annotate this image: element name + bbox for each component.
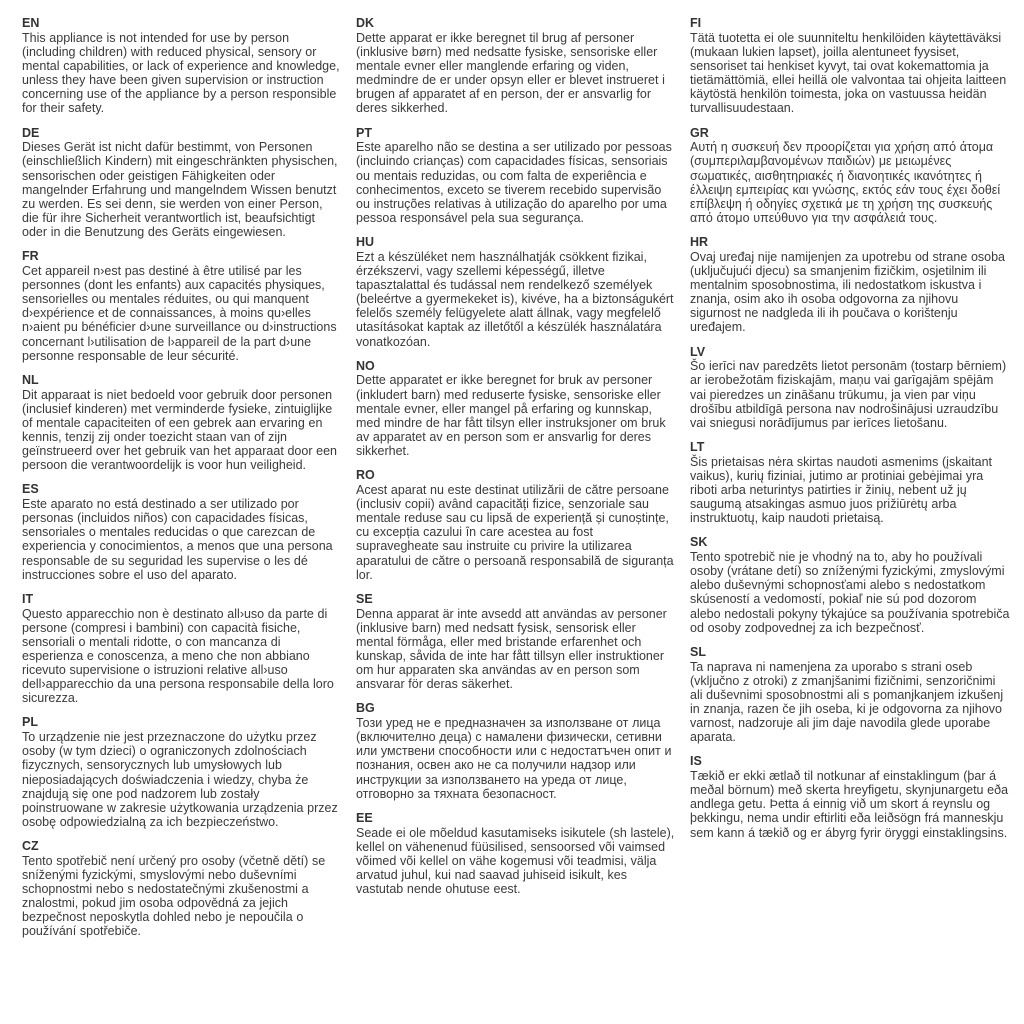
language-code-label: HU (356, 235, 375, 249)
safety-warning-text: Dette apparat er ikke beregnet til brug af personer (inklusive børn) med nedsatte fysiske, sensoriske eller mentale evner eller manglende erfaring og viden, medmindre de er under opsyn eller er blevet instrueret i brugen af apparatet af en person, der er ansvarlig for deres sikkerhed. (356, 30, 665, 116)
safety-warning-text: Dieses Gerät ist nicht dafür bestimmt, von Personen (einschließlich Kindern) mit eingeschränkten physischen, sensorischen oder geistigen Fähigkeiten oder mangelnder Erfahrung und mangelndem Wissen benutzt zu werden. Es sei denn, sie werden von einer Person, die für ihre Sicherheit verantwortlich ist, beaufsichtigt oder in die Benutzung des Geräts eingewiesen. (22, 140, 338, 239)
language-code-label: FR (22, 249, 39, 264)
language-section-dk (356, 16, 676, 116)
language-section-se (356, 592, 676, 692)
safety-warning-text: Este aparato no está destinado a ser utilizado por personas (incluidos niños) con capacidades físicas, sensoriales o mentales reducidas o que carezcan de experiencia y conocimientos, a menos que una persona responsable de su seguridad les supervise o les dé instrucciones sobre el uso del aparato. (22, 497, 333, 582)
language-section-fr (22, 249, 342, 363)
safety-warning-text: Questo apparecchio non è destinato all›uso da parte di persone (compresi i bambini) con capacità fisiche, sensoriali o mentali ridotte, o con mancanza di esperienza e conoscenza, a meno che non abbiano ricevuto supervisione o istruzioni relative all›uso dell›apparecchio da una persona responsabile della loro sicurezza. (22, 606, 334, 706)
safety-warning-text: This appliance is not intended for use by person (including children) with reduced physical, sensory or mental capabilities, or lack of experience and knowledge, unless they have been given supervision or instruction concerning use of the appliance by a person responsible for their safety. (22, 30, 340, 116)
language-section-bg (356, 701, 676, 801)
safety-warning-text: Αυτή η συσκευή δεν προορίζεται για χρήση από άτομα (συμπεριλαμβανομένων παιδιών) με μειωμένες σωματικές, αισθητηριακές ή διανοητικές ικανότητες ή έλλειψη εμπειρίας και γνώσης, εκτός εάν τους έχει δοθεί επίβλεψη ή οδηγίες σχετικά με τη χρήση της συσκευής από άτομο υπεύθυνο για την ασφάλειά τους. (690, 140, 1001, 225)
language-section-hr (690, 235, 1010, 335)
language-section-hu (356, 235, 676, 349)
language-section-ee (356, 811, 676, 896)
language-section-gr (690, 126, 1010, 226)
language-code-label: EE (356, 810, 373, 825)
language-code-label: BG (356, 701, 375, 716)
safety-warning-text: Tækið er ekki ætlað til notkunar af einstaklingum (þar á meðal börnum) með skerta hreyfigetu, skynjunargetu eða andlega getu. Þetta á einnig við um skort á reynslu og þekkingu, nema undir eftirliti eða leiðsögn frá manneskju sem kann á tækið og er ábyrg fyrir öryggi einstaklingsins. (690, 769, 1009, 840)
safety-warning-text: Šis prietaisas nėra skirtas naudoti asmenims (įskaitant vaikus), kurių fiziniai, jutimo ar protiniai gebėjimai yra riboti arba neturintys patirties ir žinių, nebent už jų saugumą atsakingas asmuo juos prižiūrėtų arba instruktuotų, kaip naudoti prietaisą. (690, 454, 993, 526)
language-code-label: SK (690, 535, 708, 550)
language-code-label: EN (22, 16, 40, 30)
safety-warning-text: Cet appareil n›est pas destiné à être utilisé par les personnes (dont les enfants) aux capacités physiques, sensorielles ou mentales réduites, ou qui manquent d›expérience et de connaissances, à moins qu›elles n›aient pu bénéficier d›une surveillance ou d›instructions concernant l›utilisation de l›appareil de la part d›une personne responsable de leur sécurité. (22, 263, 337, 363)
language-code-label: IT (22, 591, 34, 606)
language-code-label: ES (22, 482, 39, 497)
language-section-en (22, 16, 342, 116)
language-code-label: CZ (22, 839, 39, 853)
safety-warning-text: Ovaj uređaj nije namijenjen za upotrebu od strane osoba (uključujući djecu) sa smanjenim fizičkim, osjetilnim ili mentalnim sposobnostima, ili nedostatkom iskustva i znanja, osim ako ih osoba odgovorna za njihovu sigurnost ne nadgleda ili ih poučava o korištenju uređajem. (690, 249, 1005, 335)
language-code-label: PT (356, 125, 372, 140)
language-code-label: NL (22, 372, 39, 387)
column-1 (22, 16, 342, 949)
safety-warning-text: Denna apparat är inte avsedd att användas av personer (inklusive barn) med nedsatt fysisk, sensorisk eller mental förmåga, eller med bristande erfarenhet och kunskap, såvida de inte har fått tillsyn eller instruktioner om hur apparaten ska användas av en person som ansvarar för deras säkerhet. (356, 606, 667, 692)
language-code-label: DK (356, 16, 375, 30)
language-code-label: LV (690, 344, 706, 359)
safety-warning-text: Dette apparatet er ikke beregnet for bruk av personer (inkludert barn) med reduserte fysiske, sensoriske eller mentale evner, eller mangel på erfaring og kunnskap, med mindre de har fått tilsyn eller instruksjoner om bruk av apparatet av en person som er ansvarlig for deres sikkerhet. (356, 373, 666, 458)
safety-warning-text: Този уред не е предназначен за използване от лица (включително деца) с намалени физически, сетивни или умствени способности или с недостатъчен опит и познания, освен ако не са получили надзор или инструкции за използването на уреда от лице, отговорно за тяхната безопасност. (356, 716, 672, 801)
language-section-it (22, 592, 342, 706)
safety-warning-text: Tento spotřebič není určený pro osoby (včetně dětí) se sníženými fyzickými, smyslovými nebo duševními schopnostmi nebo s nedostatečnými zkušenostmi a znalostmi, pokud jim osoba odpovědná za jejich bezpečnost neposkytla dohled nebo je nepoučila o používání spotřebiče. (22, 853, 326, 939)
safety-warning-text: Ta naprava ni namenjena za uporabo s strani oseb (vključno z otroki) z zmanjšanimi fizičnimi, senzoričnimi ali duševnimi sposobnostmi ali s pomanjkanjem izkušenj in znanja, razen če jih oseba, ki je odgovorna za njihovo varnost, nadzoruje ali jim daje navodila glede uporabe aparata. (690, 659, 1004, 745)
language-section-pt (356, 126, 676, 226)
language-section-lt (690, 440, 1010, 525)
safety-warning-text: Acest aparat nu este destinat utilizării de către persoane (inclusiv copii) având capacități fizice, senzoriale sau mentale reduse sau cu lipsă de experiență și cunoștințe, cu excepția cazului în care acestea au fost supravegheate sau instruite cu privire la utilizarea aparatului de către o persoană responsabilă de siguranța lor. (356, 482, 674, 582)
language-section-sl (690, 645, 1010, 745)
language-code-label: LT (690, 439, 705, 454)
safety-warning-text: Este aparelho não se destina a ser utilizado por pessoas (incluindo crianças) com capacidades físicas, sensoriais ou mentais reduzidas, ou com falta de experiência e conhecimentos, exceto se tiverem recebido supervisão ou instruções relativas à utilização do aparelho por uma pessoa responsável pela sua segurança. (356, 140, 672, 225)
language-section-es (22, 482, 342, 582)
safety-warning-text: Dit apparaat is niet bedoeld voor gebruik door personen (inclusief kinderen) met verminderde fysieke, zintuiglijke of mentale capaciteiten of een gebrek aan ervaring en kennis, tenzij zij onder toezicht staan van of zijn geïnstrueerd over het gebruik van het apparaat door een persoon die verantwoordelijk is voor hun veiligheid. (22, 387, 338, 473)
safety-warning-text: Tätä tuotetta ei ole suunniteltu henkilöiden käytettäväksi (mukaan lukien lapset), joilla alentuneet fyysiset, sensoriset tai henkiset kyvyt, tai ovat kokemattomia ja tietämättömiä, ellei heillä ole valvontaa tai ohjeita laitteen käytöstä henkilön toimesta, joka on vastuussa heidän turvallisuudestaan. (690, 30, 1007, 116)
language-code-label: SE (356, 591, 373, 606)
language-code-label: DE (22, 125, 40, 140)
language-code-label: RO (356, 468, 375, 483)
language-section-is (690, 754, 1010, 839)
safety-warning-text: Ezt a készüléket nem használhatják csökkent fizikai, érzékszervi, vagy szellemi képességű, illetve tapasztalattal és tudással nem rendelkező személyek (beleértve a gyermekeket is), kivéve, ha a biztonságukért felelős személy felügyelete alatt állnak, vagy megfelelő utasításokat kaptak az illetőtől a készülék használatára vonatkozóan. (356, 249, 674, 349)
safety-warning-text: Tento spotrebič nie je vhodný na to, aby ho používali osoby (vrátane detí) so zníženými fyzickými, zmyslovými alebo duševnými schopnosťami alebo s nedostatkom skúseností a vedomostí, pokiaľ nie sú pod dozorom alebo nedostali pokyny týkajúce sa používania spotrebiča od osoby zodpovednej za ich bezpečnosť. (690, 550, 1010, 635)
language-code-label: PL (22, 715, 38, 730)
language-section-de (22, 126, 342, 240)
language-section-cz (22, 839, 342, 939)
language-section-fi (690, 16, 1010, 116)
language-section-nl (22, 373, 342, 473)
column-3 (690, 16, 1010, 949)
language-section-sk (690, 535, 1010, 635)
safety-warning-text: To urządzenie nie jest przeznaczone do użytku przez osoby (w tym dzieci) o ograniczonych zdolnościach fizycznych, sensorycznych lub umysłowych lub nieposiadających doświadczenia i wiedzy, chyba że znajdują się one pod nadzorem lub zostały poinstruowane w zakresie użytkowania urządzenia przez osobę odpowiedzialną za ich bezpieczeństwo. (22, 730, 338, 829)
language-section-pl (22, 715, 342, 829)
column-2 (356, 16, 676, 949)
language-section-lv (690, 345, 1010, 430)
safety-warning-text: Seade ei ole mõeldud kasutamiseks isikutele (sh lastele), kellel on vähenenud füüsilised, sensoorsed või vaimsed võimed või kellel on vähe kogemusi või teadmisi, välja arvatud juhul, kui nad saavad juhiseid isikult, kes vastutab nende ohutuse eest. (356, 825, 675, 896)
language-code-label: SL (690, 644, 706, 659)
language-code-label: HR (690, 235, 709, 249)
language-code-label: GR (690, 125, 709, 140)
language-code-label: NO (356, 358, 375, 373)
language-section-ro (356, 468, 676, 582)
language-code-label: IS (690, 754, 702, 769)
language-section-no (356, 359, 676, 459)
language-code-label: FI (690, 16, 702, 30)
safety-warning-text: Šo ierīci nav paredzēts lietot personām (tostarp bērniem) ar ierobežotām fiziskajām, maņu vai garīgajām spējām vai pieredzes un zināšanu trūkumu, ja vien par viņu drošību atbildīgā persona nav nodrošinājusi uzraudzību vai sniegusi norādījumus par ierīces lietošanu. (690, 359, 1007, 430)
